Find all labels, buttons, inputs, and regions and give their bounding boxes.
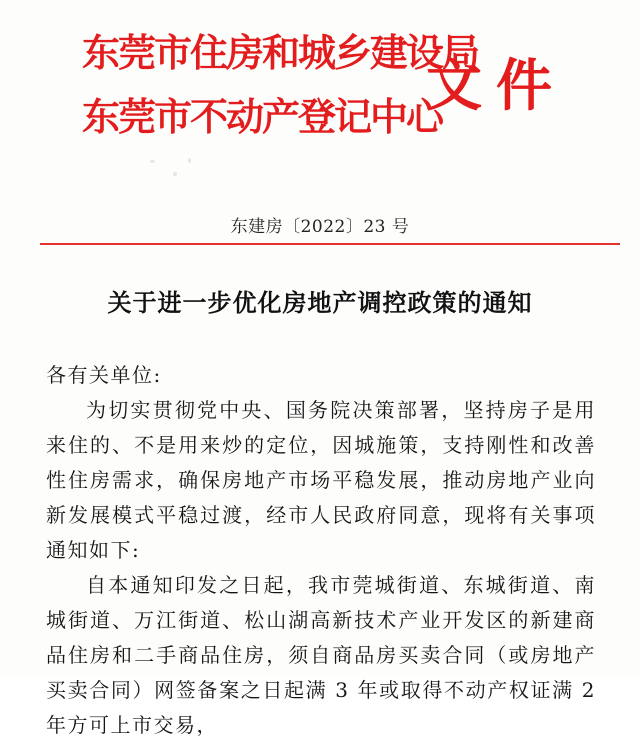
body-paragraph-1: 为切实贯彻党中央、国务院决策部署，坚持房子是用来住的、不是用来炒的定位，因城施策，支持刚性和改善性住房需求，确保房地产市场平稳发展，推动房地产业向新发展模式平稳过渡，经市人民政府同意，现将有关事项通知如下: (46, 398, 596, 562)
salutation: 各有关单位: (46, 363, 162, 387)
document-header (0, 0, 640, 200)
paper-speck (173, 172, 177, 176)
document-title: 关于进一步优化房地产调控政策的通知 (107, 288, 533, 317)
document-marker: 文件 (426, 53, 566, 119)
red-divider-line (40, 243, 620, 245)
paper-speck (188, 158, 191, 163)
body-paragraph-2: 自本通知印发之日起，我市莞城街道、东城街道、南城街道、万江街道、松山湖高新技术产业开发区的新建商品住房和二手商品住房，须自商品房买卖合同（或房地产买卖合同）网签备案之日起满 3 年或取得不动产权证满 2 年方可上市交易， (46, 573, 596, 737)
issuer-line-1: 东莞市住房和城乡建设局 (82, 30, 479, 75)
document-number: 东建房〔2022〕23 号 (230, 217, 410, 237)
document-body (46, 358, 596, 743)
issuer-line-2: 东莞市不动产登记中心 (82, 94, 443, 139)
paper-speck (150, 160, 155, 163)
